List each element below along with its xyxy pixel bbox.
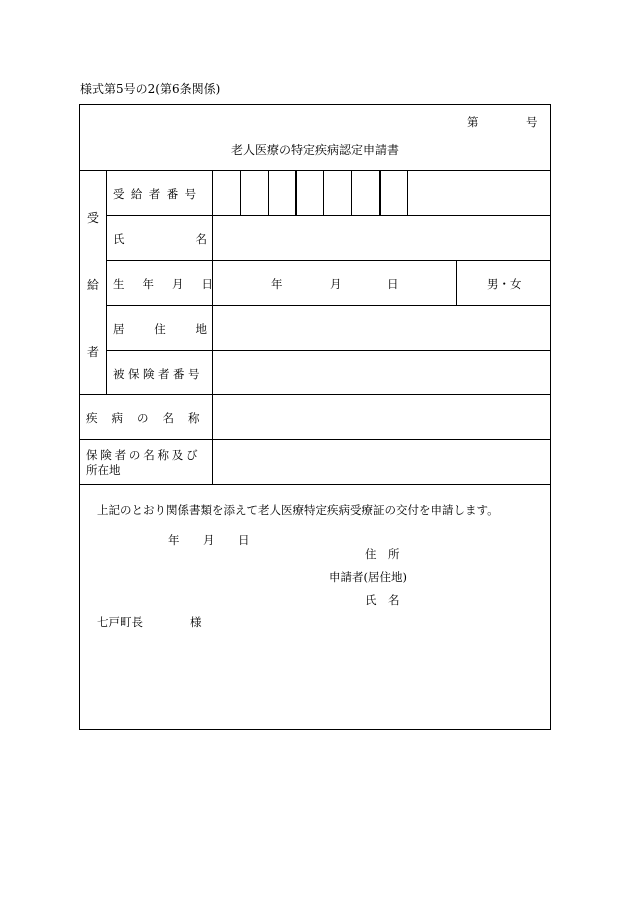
recipient-group-char: 受 — [86, 211, 99, 225]
row-line-1 — [106, 215, 551, 216]
row-line-5 — [79, 394, 551, 395]
birth-year-unit: 年 — [271, 277, 283, 291]
row-line-6 — [79, 439, 551, 440]
recipient-group-char: 給 — [86, 278, 99, 292]
application-year-unit: 年 — [168, 533, 180, 547]
sex-divider — [456, 260, 457, 305]
applicant-name-label: 氏 名 — [365, 593, 400, 607]
number-suffix: 号 — [526, 115, 538, 129]
sex-choice: 男・女 — [487, 277, 522, 291]
digit-box-divider-thick — [295, 170, 297, 215]
birth-month-unit: 月 — [330, 277, 342, 291]
application-statement: 上記のとおり関係書類を添えて老人医療特定疾病受療証の交付を申請します。 — [97, 503, 499, 517]
application-day-unit: 日 — [238, 533, 250, 547]
form-title: 老人医療の特定疾病認定申請書 — [230, 143, 399, 157]
insured-number-label: 被保険者番号 — [113, 367, 203, 381]
addressee-honorific: 様 — [190, 615, 202, 629]
label-divider — [212, 170, 213, 484]
digit-box-divider — [240, 170, 241, 215]
digit-box-divider — [323, 170, 324, 215]
row-line-2 — [106, 260, 551, 261]
recipient-number-label: 受給者番号 — [113, 187, 203, 201]
digit-box-divider — [351, 170, 352, 215]
digit-box-divider — [407, 170, 408, 215]
table-top-line — [79, 170, 551, 171]
recipient-group-char: 者 — [86, 345, 99, 359]
number-prefix: 第 — [467, 115, 479, 129]
group-divider — [106, 170, 107, 394]
address-label: 居 住 地 — [113, 322, 207, 336]
applicant-address-label: 住 所 — [365, 547, 400, 561]
addressee-town: 七戸町長 — [97, 615, 143, 629]
name-label: 氏 名 — [113, 232, 207, 246]
digit-box-divider-thick — [379, 170, 381, 215]
form-number: 様式第5号の2(第6条関係) — [80, 82, 221, 96]
insurer-label-line2: 所在地 — [86, 463, 121, 477]
digit-box-divider — [268, 170, 269, 215]
birthdate-label: 生年月日 — [113, 277, 231, 291]
disease-name-label: 疾病の名称 — [86, 411, 214, 425]
birth-day-unit: 日 — [387, 277, 399, 291]
application-month-unit: 月 — [203, 533, 215, 547]
insurer-label-line1: 保険者の名称及び — [86, 448, 201, 462]
applicant-label: 申請者(居住地) — [329, 570, 407, 584]
table-bottom-line — [79, 484, 551, 485]
row-line-4 — [106, 350, 551, 351]
row-line-3 — [106, 305, 551, 306]
